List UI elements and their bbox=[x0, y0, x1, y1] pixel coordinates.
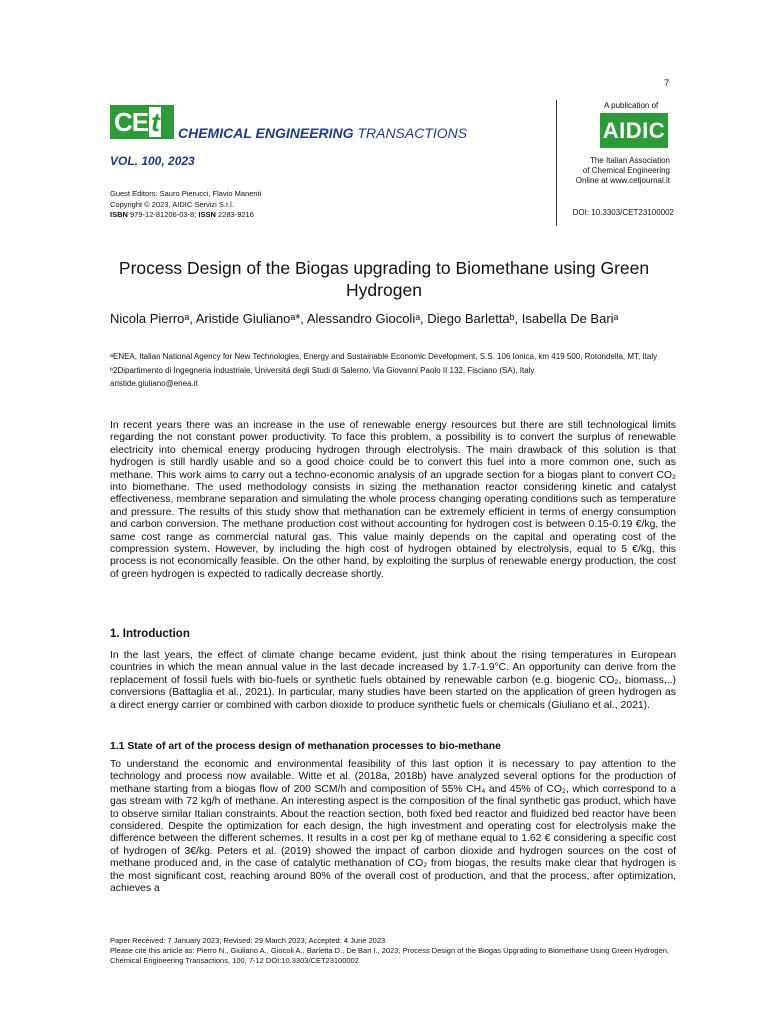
corresponding-email[interactable]: aristide.giuliano@enea.it bbox=[110, 379, 198, 388]
isbn-issn bbox=[110, 210, 261, 221]
subsection-text: To understand the economic and environmental feasibility of this last option it is necessary to pay attention to the technology and process now available. Witte et al. (2018a, 2018b) have analyzed several options for the production of methane starting from a biogas flow of 200 SCM/h and composition of 55% CH₄ and 45% of CO₂, which correspond to a gas stream with 72 kg/h of methane. An interesting aspect is the composition of the final synthetic gas product, which have to observe similar Italian constraints. About the reaction section, both fixed bed reactor and fluidized bed reactor have been considered. Despite the optimization for each design, the high investment and operating cost for electrolysis make the difference between the different schemes. It results in a cost per kg of methane equal to 1.62 € considering a specific cost of hydrogen of 3€/kg. Peters et al. (2019) showed the impact of carbon dioxide and hydrogen sources on the cost of methane produced and, in the case of catalytic methanation of CO₂ from biogas, the results make clear that hydrogen is the most significant cost, reaching around 80% of the overall cost of production, and that the process, after optimization, achieves a bbox=[110, 759, 676, 895]
introduction-text: In the last years, the effect of climate change became evident, just think about the rising temperatures in European countries in which the mean annual value in the last decade increased by 1.7-1.9°C. An opportunity can derive from the replacement of fossil fuels with bio-fuels or synthetic fuels obtained by renewable carbon (e.g. biogenic CO₂, biomass,..) conversions (Battaglia et al., 2021). In particular, many studies have been started on the application of green hydrogen as a direct energy carrier or combined with carbon dioxide to produce synthetic fuels or chemicals (Giuliano et al., 2021). bbox=[110, 650, 676, 711]
affiliation-b: ᵇ2Dipartimento di Ingegneria Industriale, Universitá degli Studi di Salerno, Via Giovanni Paolo II 132, Fisciano (SA), Italy bbox=[110, 365, 535, 375]
issn-value: 2283-9216 bbox=[218, 210, 254, 219]
issn-label: ISSN bbox=[198, 210, 216, 219]
isbn-label: ISBN bbox=[110, 210, 128, 219]
paper-dates: Paper Received: 7 January 2023; Revised: 29 March 2023; Accepted: 4 June 2023 bbox=[110, 936, 386, 945]
subsection-heading: 1.1 State of art of the process design of methanation processes to bio-methane bbox=[110, 741, 501, 752]
journal-name-light: TRANSACTIONS bbox=[357, 125, 468, 141]
cet-logo bbox=[110, 105, 174, 139]
footer bbox=[110, 936, 680, 966]
aidic-logo: AIDIC bbox=[600, 113, 668, 148]
authors: Nicola Pierroᵃ, Aristide Giulianoᵃ*, Alessandro Giocoliᵃ, Diego Barlettaᵇ, Isabella De Bariᵃ bbox=[110, 311, 619, 326]
editors-block bbox=[110, 189, 261, 221]
guest-editors: Guest Editors: Sauro Pierucci, Flavio Manenti bbox=[110, 189, 262, 198]
journal-volume: VOL. 100, 2023 bbox=[110, 154, 195, 168]
journal-name bbox=[178, 125, 467, 141]
section-heading-introduction: 1. Introduction bbox=[110, 628, 190, 640]
affiliations bbox=[110, 350, 676, 391]
abstract: In recent years there was an increase in the use of renewable energy resources but there are still technological limits regarding the not constant power productivity. To face this problem, a possibility is to convert the surplus of renewable electricity into chemical energy producing hydrogen through electrolysis. The main drawback of this solution is that hydrogen is still hardly usable and so a good choice could be to convert this fuel into a more common one, such as methane. This work aims to carry out a techno-economic analysis of an upgrade section for a biogas plant to convert CO₂ into biomethane. The used methodology consists in sizing the methanation reactor considering kinetic and catalyst effectiveness, membrane separation and simulating the whole process changing operating conditions such as temperature and pressure. The results of this study show that methanation can be extremely efficient in terms of energy consumption and carbon conversion. The methane production cost without accounting for hydrogen cost is between 0.15-0.19 €/kg, the same cost range as commercial natural gas. This value mainly depends on the capital and operating cost of the compression system. However, by including the high cost of hydrogen obtained by electrolysis, equal to 5 €/kg, this process is not economically feasible. On the other hand, by exploiting the surplus of renewable energy production, the cost of green hydrogen is expected to radically decrease shortly. bbox=[110, 420, 676, 580]
paper-title: Process Design of the Biogas upgrading to Biomethane using Green Hydrogen bbox=[118, 258, 650, 300]
page-number: 7 bbox=[664, 78, 670, 89]
affiliation-a: ᵃENEA, Italian National Agency for New Technologies, Energy and Sustainable Economic Development, S.S. 106 Ionica, km 419 500, Rotondella, MT, Italy bbox=[110, 352, 658, 361]
publisher-website[interactable]: Online at www.cetjournal.it bbox=[575, 176, 670, 185]
publisher-label: A publication of bbox=[604, 101, 659, 110]
publisher-info bbox=[560, 156, 670, 186]
header-divider bbox=[556, 100, 557, 226]
cet-logo-text: CE bbox=[114, 107, 149, 137]
doi[interactable]: DOI: 10.3303/CET23100002 bbox=[572, 208, 674, 217]
citation: Please cite this article as: Pierro N., Giuliano A., Giocoli A., Barletta D., De Bari I., 2023, Process Design of the Biogas Upgrading to Biomethane Using Green Hydrogen, Chemical Engineering Transactions, 100, 7-12 DOI:10.3303/CET23100002 bbox=[110, 946, 670, 965]
publisher-line-1: The Italian Association bbox=[589, 156, 670, 165]
isbn-value: 979-12-81206-03-8; bbox=[130, 210, 197, 219]
publisher-line-2: of Chemical Engineering bbox=[582, 166, 670, 175]
copyright: Copyright © 2023, AIDIC Servizi S.r.l. bbox=[110, 199, 234, 209]
cet-logo-italic: t bbox=[151, 107, 159, 137]
journal-name-bold: CHEMICAL ENGINEERING bbox=[178, 125, 354, 141]
